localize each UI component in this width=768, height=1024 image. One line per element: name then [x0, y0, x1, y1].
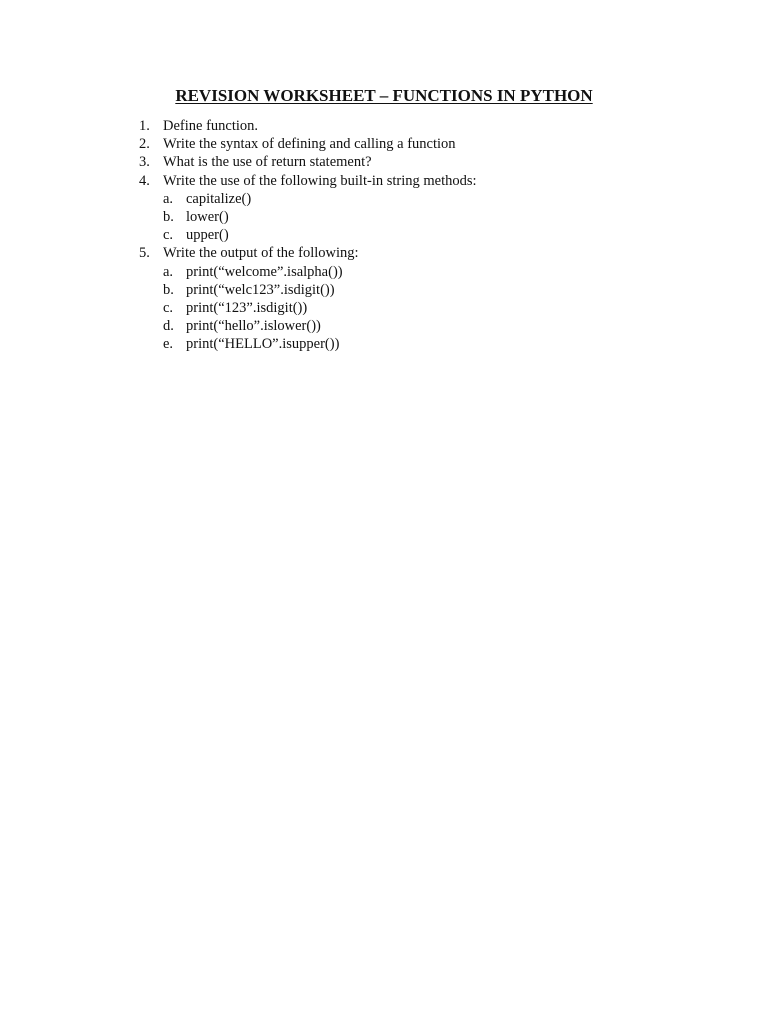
sub-item: [0, 317, 768, 335]
question-number: 1.: [139, 118, 150, 134]
sub-item-text: print(“HELLO”.isupper()): [186, 336, 340, 353]
sub-item-text: print(“welc123”.isdigit()): [186, 281, 335, 298]
question-text: Write the syntax of defining and calling a function: [163, 136, 456, 153]
sub-item-text: upper(): [186, 227, 229, 244]
question-item: [0, 135, 768, 153]
question-item: [0, 117, 768, 135]
sub-item-text: capitalize(): [186, 190, 252, 207]
sub-item-letter: a.: [163, 190, 174, 207]
question-item: [0, 153, 768, 171]
sub-item: [0, 190, 768, 208]
sub-item-letter: d.: [163, 318, 174, 335]
question-item: [0, 172, 768, 190]
sub-item: [0, 263, 768, 281]
question-text: Write the use of the following built-in string methods:: [163, 172, 477, 189]
sub-item-text: print(“123”.isdigit()): [186, 299, 308, 316]
sub-item-letter: b.: [163, 208, 174, 225]
sub-item: [0, 281, 768, 299]
question-number: 5.: [139, 245, 150, 262]
sub-item-text: print(“hello”.islower()): [186, 318, 321, 335]
sub-item: [0, 208, 768, 226]
sub-item: [0, 299, 768, 317]
sub-item-letter: c.: [163, 227, 174, 244]
question-list: [0, 117, 768, 353]
question-text: What is the use of return statement?: [163, 154, 372, 171]
sub-item-letter: a.: [163, 263, 174, 280]
sub-item-letter: c.: [163, 299, 174, 316]
question-text: Define function.: [163, 118, 259, 134]
sub-item-text: lower(): [186, 208, 229, 225]
question-number: 4.: [139, 172, 150, 189]
sub-item-letter: b.: [163, 281, 174, 298]
sub-item: [0, 226, 768, 244]
question-text: Write the output of the following:: [163, 245, 359, 262]
sub-item-text: print(“welcome”.isalpha()): [186, 263, 343, 280]
question-number: 2.: [139, 136, 150, 153]
sub-item-letter: e.: [163, 336, 174, 353]
question-item: [0, 244, 768, 262]
question-number: 3.: [139, 154, 150, 171]
sub-item: [0, 335, 768, 353]
worksheet-title: REVISION WORKSHEET – FUNCTIONS IN PYTHON: [175, 86, 593, 105]
